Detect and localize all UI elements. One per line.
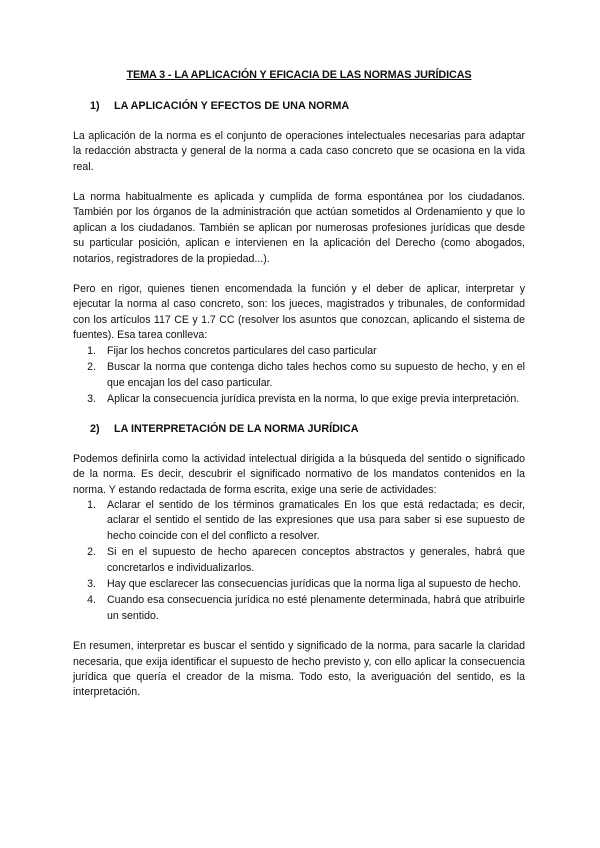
list-item bbox=[73, 392, 525, 407]
section-2-list bbox=[73, 498, 525, 624]
list-item-text: Cuando esa consecuencia jurídica no esté plenamente determinada, habrá que atribuirle un sentido. bbox=[107, 594, 525, 622]
section-1-paragraph-2: La norma habitualmente es aplicada y cumplida de forma espontánea por los ciudadanos. También por los órganos de la administración que actúan sometidos al Ordenamiento y que lo aplican a los ciudadanos. También se aplican por numerosas profesiones jurídicas que desde su particular posición, aplican e intervienen en la aplicación del Derecho (como abogados, notarios, registradores de la propiedad...). bbox=[73, 191, 525, 265]
list-item bbox=[73, 593, 525, 624]
list-item-text: Aclarar el sentido de los términos gramaticales En los que está redactada; es decir, aclarar el sentido el sentido de las expresiones que usa para saber si ese supuesto de hecho coincide con el del conflicto a resolver. bbox=[107, 498, 525, 542]
list-item bbox=[73, 545, 525, 576]
section-2-number: 2) bbox=[90, 423, 100, 436]
list-item-marker: 1. bbox=[87, 344, 96, 357]
list-item bbox=[73, 498, 525, 544]
section-1-number: 1) bbox=[90, 100, 100, 113]
list-item bbox=[73, 577, 525, 592]
section-1-list bbox=[73, 344, 525, 408]
section-2-closing-paragraph: En resumen, interpretar es buscar el sentido y significado de la norma, para sacarle la claridad necesaria, que exija identificar el supuesto de hecho previsto y, con ello aplicar la consecuencia jurídica que quería el creador de la misma. Todo esto, la averiguación del sentido, es la interpretación. bbox=[73, 640, 525, 699]
list-item-text: Buscar la norma que contenga dicho tales hechos como su supuesto de hecho, y en el que encajan los del caso particular. bbox=[107, 361, 525, 389]
section-1-heading bbox=[73, 99, 525, 114]
list-item-marker: 4. bbox=[87, 594, 96, 607]
list-item-text: Hay que esclarecer las consecuencias jurídicas que la norma liga al supuesto de hecho. bbox=[107, 577, 521, 590]
list-item-marker: 1. bbox=[87, 498, 96, 511]
section-1-paragraph-1: La aplicación de la norma es el conjunto de operaciones intelectuales necesarias para adaptar la redacción abstracta y general de la norma a cada caso concreto que se ocasiona en la vida real. bbox=[73, 129, 525, 173]
list-item-text: Aplicar la consecuencia jurídica prevista en la norma, lo que exige previa interpretación. bbox=[107, 392, 520, 405]
list-item bbox=[73, 344, 525, 359]
list-item-marker: 3. bbox=[87, 577, 96, 590]
list-item bbox=[73, 360, 525, 391]
section-1-title: LA APLICACIÓN Y EFECTOS DE UNA NORMA bbox=[114, 100, 350, 113]
list-item-text: Si en el supuesto de hecho aparecen conceptos abstractos y generales, habrá que concretarlos e individualizarlos. bbox=[107, 546, 525, 574]
list-item-marker: 2. bbox=[87, 546, 96, 559]
section-2-heading bbox=[73, 422, 525, 437]
section-2-paragraph-1: Podemos definirla como la actividad intelectual dirigida a la búsqueda del sentido o significado de la norma. Es decir, descubrir el significado normativo de los mandatos contenidos en la norma. Y estando redactada de forma escrita, exige una serie de actividades: bbox=[73, 452, 525, 496]
section-2-title: LA INTERPRETACIÓN DE LA NORMA JURÍDICA bbox=[114, 423, 359, 436]
section-1-paragraph-3: Pero en rigor, quienes tienen encomendada la función y el deber de aplicar, interpretar y ejecutar la norma al caso concreto, son: los jueces, magistrados y tribunales, de conformidad con los artículos 117 CE y 1.7 CC (resolver los asuntos que conozcan, aplicando el sistema de fuentes). Esa tarea conlleva: bbox=[73, 283, 525, 342]
list-item-marker: 3. bbox=[87, 392, 96, 405]
document-page bbox=[73, 68, 525, 716]
list-item-text: Fijar los hechos concretos particulares del caso particular bbox=[107, 344, 377, 357]
document-title: TEMA 3 - LA APLICACIÓN Y EFICACIA DE LAS NORMAS JURÍDICAS bbox=[126, 69, 472, 81]
list-item-marker: 2. bbox=[87, 361, 96, 374]
